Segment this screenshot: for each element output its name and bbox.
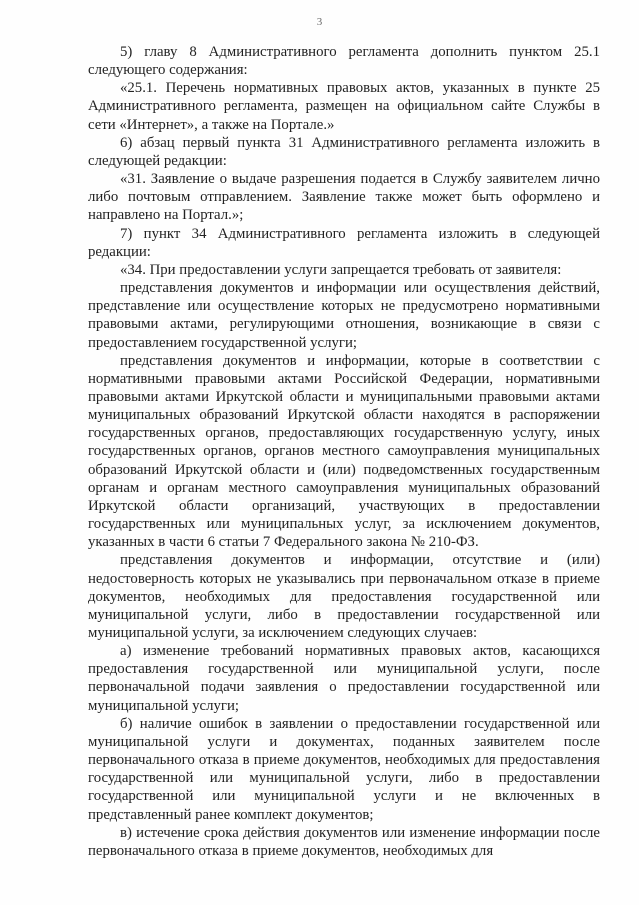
paragraph-requirement-2: представления документов и информации, которые в соответствии с нормативными правовыми актами Российской Федерации, нормативными правовыми актами Иркутской области и муниципальными правовыми актами муниципальных образований Иркутской области находятся в распоряжении государственных органов, предоставляющих государственную услугу, иных государственных органов, органов местного самоуправления муниципальных образований Иркутской области и (или) подведомственных государственным органам и органам местного самоуправления муниципальных образований Иркутской области организаций, участвующих в предоставлении государственных или муниципальных услуг, за исключением документов, указанных в части 6 статьи 7 Федерального закона № 210-ФЗ.	[88, 352, 600, 551]
document-body	[88, 43, 600, 860]
paragraph-clause-31: «31. Заявление о выдаче разрешения подается в Службу заявителем лично либо почтовым отправлением. Заявление также может быть оформлено и направлено на Портал.»;	[88, 171, 600, 224]
paragraph-case-b: б) наличие ошибок в заявлении о предоставлении государственной или муниципальной услуги и документах, поданных заявителем после первоначального отказа в приеме документов, необходимых для предоставления государственной или муниципальной услуги, либо в предоставлении государственной или муниципальной услуги и не включенных в представленный ранее комплект документов;	[88, 715, 600, 823]
paragraph-case-a: а) изменение требований нормативных правовых актов, касающихся предоставления государственной или муниципальной услуги, после первоначальной подачи заявления о предоставлении государственной или муниципальной услуги;	[88, 643, 600, 714]
page-number: 3	[316, 16, 323, 28]
paragraph-item-7: 7) пункт 34 Административного регламента изложить в следующей редакции:	[88, 225, 600, 260]
paragraph-clause-25-1: «25.1. Перечень нормативных правовых актов, указанных в пункте 25 Административного регламента, размещен на официальном сайте Службы в сети «Интернет», а также на Портале.»	[88, 80, 600, 133]
paragraph-requirement-3: представления документов и информации, отсутствие и (или) недостоверность которых не указывались при первоначальном отказе в приеме документов, необходимых для предоставления государственной или муниципальной услуги, либо в предоставлении государственной или муниципальной услуги, за исключением следующих случаев:	[88, 552, 600, 641]
paragraph-item-5: 5) главу 8 Административного регламента дополнить пунктом 25.1 следующего содержания:	[88, 44, 600, 79]
paragraph-case-v: в) истечение срока действия документов или изменение информации после первоначального отказа в приеме документов, необходимых для	[88, 824, 600, 859]
paragraph-clause-34: «34. При предоставлении услуги запрещается требовать от заявителя:	[120, 261, 562, 278]
paragraph-item-6: 6) абзац первый пункта 31 Административного регламента изложить в следующей редакции:	[88, 134, 600, 169]
paragraph-requirement-1: представления документов и информации или осуществления действий, представление или осуществление которых не предусмотрено нормативными правовыми актами, регулирующими отношения, возникающие в связи с предоставлением государственной услуги;	[88, 280, 600, 351]
